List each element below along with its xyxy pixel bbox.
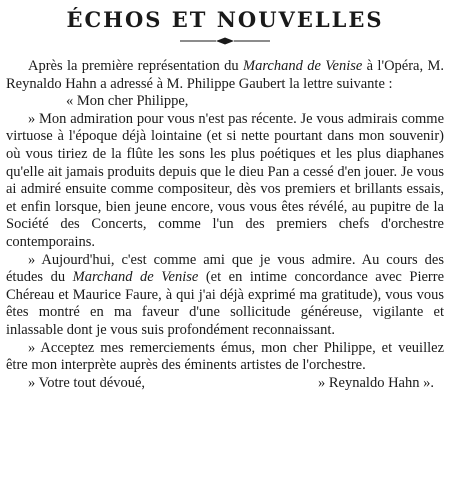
intro-work-title: Marchand de Venise [243, 58, 363, 74]
letter-paragraph-thanks: » Acceptez mes remerciements émus, mon cher Philippe, et veuillez être mon interprète auprès des éminents artistes de l'orchestre. [6, 339, 444, 374]
intro-text-start: Après la première représentation du [28, 58, 243, 74]
article-body [6, 52, 444, 392]
letter-signature: » Reynaldo Hahn ». [318, 374, 434, 391]
letter-closing: » Votre tout dévoué, [28, 374, 146, 391]
friendship-text-end: (et en intime concordance avec Pierre Chéreau et Maurice Faure, à qui j'ai déjà exprimé ma gratitude), vous vous êtes montré en ma faveur d'une sollicitude généreuse, vigilante et inlassable dont je vous suis profondément reconnaissant. [6, 269, 445, 338]
intro-text-end: à l'Opéra, M. Reynaldo Hahn a adressé à M. Philippe Gaubert la lettre suivante : [6, 58, 444, 92]
letter-paragraph-friendship [6, 252, 444, 340]
article [6, 8, 444, 392]
friendship-text-start: » Aujourd'hui, c'est comme ami que je vous admire. Au cours des études du [6, 251, 444, 286]
letter-paragraph-admiration: » Mon admiration pour vous n'est pas récente. Je vous admirais comme virtuose à l'époque déjà lointaine (et si nette pourtant dans mon souvenir) où vous tiriez de la flûte les sons les plus poétiques et les plus diaphanes qu'elle ait jamais produits depuis que le dieu Pan a cessé d'en jouer. Je vous ai admiré ensuite comme compositeur, dès vos premiers et brillants essais, et enfin lorsque, bien jeune encore, vous vous êtes révélé, au pupitre de la Société des Concerts, comme l'un des premiers chefs d'orchestre contemporains. [6, 110, 444, 250]
friendship-work-title: Marchand de Venise [72, 269, 199, 286]
intro-paragraph [6, 58, 444, 93]
title-ornament-divider [180, 36, 270, 46]
article-title: ÉCHOS ET NOUVELLES [66, 7, 384, 32]
letter-salutation: « Mon cher Philippe, [66, 93, 189, 110]
letter-closing-line [6, 375, 444, 393]
